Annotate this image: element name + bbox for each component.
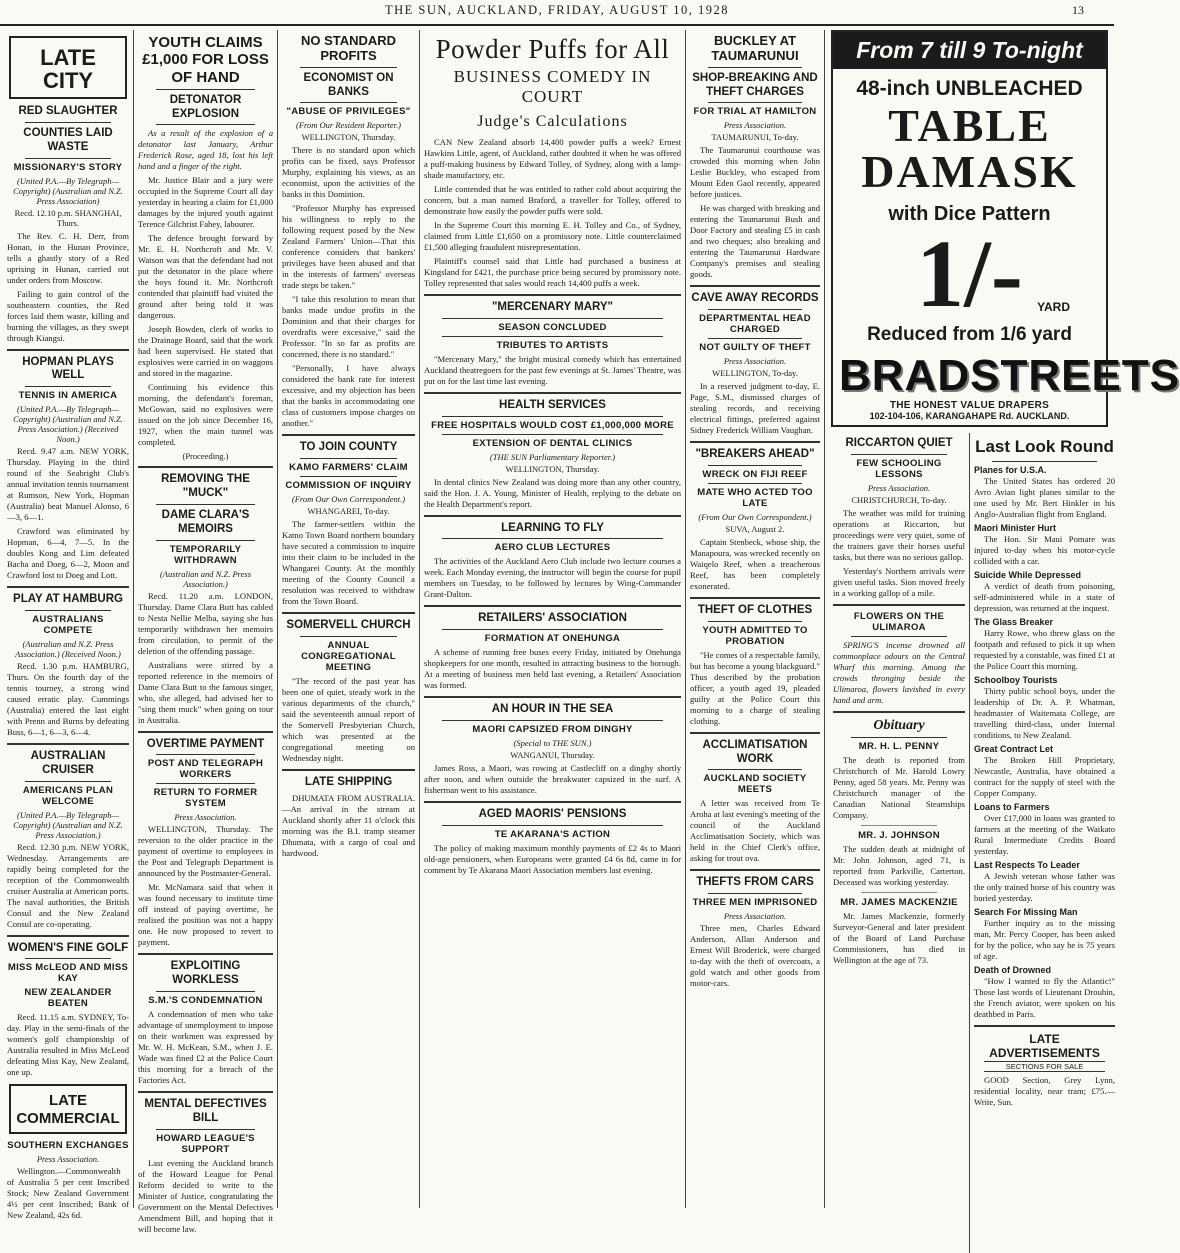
retailers-heading: RETAILERS' ASSOCIATION: [478, 612, 627, 625]
divider: [7, 586, 129, 588]
article-paragraph: Recd. 9.47 a.m. NEW YORK, Thursday. Playing in the third round of the Seabright Club's annual invitation tennis tournament at Rumson, New York, Hopman (Australia) beat Manuel Alonso, 6—3, 6—1.: [7, 446, 129, 523]
byline: Press Association.: [723, 911, 787, 922]
ad-time-banner: From 7 till 9 To-night: [833, 32, 1106, 69]
rule: [156, 754, 255, 755]
news-item-text: Further inquiry as to the missing man, Mr. Percy Cooper, has been asked for by the police, who say he is 75 years of age.: [974, 918, 1115, 961]
news-item-text: Thirty public school boys, under the leadership of Dr. A. P. Whatman, headmaster of Waitemata College, are travelling third-class, under Internal conditions, to New Zealand.: [974, 686, 1115, 740]
article-paragraph: The farmer-settlers within the Kamo Town Board northern boundary have secured a commission to inquire into their claim to be included in the Whangarei County. At the monthly meeting of the County Council a resolution was received to withdraw from the Town Board.: [282, 519, 415, 607]
business-comedy-heading: BUSINESS COMEDY IN COURT: [453, 67, 652, 106]
divider: [424, 392, 681, 394]
article-paragraph: A letter was received from Te Aroha at last evening's meeting of the council of the Auckland Acclimatisation Society, which was held in the Chief Clerk's office, asking for trout ova.: [690, 798, 820, 864]
rule: [25, 958, 111, 959]
article-paragraph: A condemnation of men who take advantage of unemployment to impose on their workmen was expressed by Mr. W. H. McKean, S.M., when J. E. Wade was fined £2 at the Police Court this morning for a breach of the Factories Act.: [138, 1008, 273, 1085]
byline: (From Our Own Correspondent.): [698, 512, 812, 523]
bradstreets-advertisement: [831, 30, 1180, 427]
news-item-text: A verdict of death from poisoning, self-administered while in a state of depression, was returned at the inquest.: [974, 581, 1115, 613]
article-paragraph: James Ross, a Maori, was rowing at Castlecliff on a dinghy shortly after noon, and when outside the breakwater capsized in the surf. A fisherman went to his assistance.: [424, 762, 681, 795]
buckley-heading: BUCKLEY AT TAUMARUNUI: [711, 33, 799, 63]
learning-to-fly-heading: LEARNING TO FLY: [501, 521, 604, 534]
article-paragraph: In a reserved judgment to-day, E. Page, S.M., dismissed charges of stealing records, and receiving electrical fittings, preferred against Sidney Frederick William Vaughan.: [690, 381, 820, 436]
divider: [690, 597, 820, 599]
divider: [690, 441, 820, 443]
article-paragraph: DHUMATA FROM AUSTRALIA.—An arrival in the stream at Auckland shortly after 11 o'clock this morning was the B.I. tramp steamer Dhumata, with a cargo of coal and hardwood.: [282, 792, 415, 858]
sm-condemnation-heading: S.M.'S CONDEMNATION: [148, 994, 263, 1006]
cave-away-heading: CAVE AWAY RECORDS: [691, 292, 819, 305]
ad-pattern: with Dice Pattern: [888, 203, 1051, 225]
late-advertisements-heading: LATE ADVERTISEMENTS: [989, 1032, 1100, 1060]
divider: [424, 696, 681, 698]
rule: [442, 434, 663, 435]
season-concluded-heading: SEASON CONCLUDED: [498, 321, 607, 333]
byline: (United P.A.—By Telegraph—Copyright) (Australian and N.Z. Press Association.): [13, 809, 123, 840]
howard-league-heading: HOWARD LEAGUE'S SUPPORT: [156, 1132, 255, 1155]
health-services-heading: HEALTH SERVICES: [499, 398, 606, 411]
divider: [690, 732, 820, 734]
golf-subheading-2: NEW ZEALANDER BEATEN: [24, 987, 112, 1010]
late-commercial-heading: LATE COMMERCIAL: [16, 1092, 120, 1127]
byline: (Australian and N.Z. Press Association.): [159, 568, 252, 589]
missionary-heading: MISSIONARY'S STORY: [13, 161, 123, 173]
article-paragraph: The Taumarunui courthouse was crowded this morning when John Leslie Buckley, who escaped from Mount Eden Gaol recently, appeared before justices.: [690, 145, 820, 200]
theft-clothes-heading: THEFT OF CLOTHES: [697, 604, 813, 617]
article-paragraph: The Rev. C. H. Derr, from Honan, in the Hunan Province, tells a ghastly story of a Red uprising in Hunan, carried out under orders from Moscow.: [7, 230, 129, 285]
rule: [708, 621, 802, 622]
dateline: WELLINGTON, Thursday.: [301, 132, 396, 143]
rule: [156, 504, 255, 505]
rule: [156, 540, 255, 541]
article-paragraph: A scheme of running free buses every Friday, initiated by Onehunga shopkeepers for one month, resulted in attracting business to the borough. At a meeting of business men held last evening, a Retailers' Association was formed.: [424, 647, 681, 691]
rule: [25, 781, 111, 782]
news-item-heading: Maori Minister Hurt: [974, 523, 1057, 533]
news-item-heading: Schoolboy Tourists: [974, 675, 1058, 685]
rule: [851, 737, 947, 738]
rule: [156, 89, 255, 90]
breakers-ahead-heading: "BREAKERS AHEAD": [695, 448, 815, 461]
rule: [156, 783, 255, 784]
news-item-text: A Jewish veteran whose father was the only trained horse of his country was buried yesterday.: [974, 871, 1115, 903]
late-city-box: [9, 36, 127, 99]
byline: (From Our Own Correspondent.): [291, 494, 406, 505]
article-paragraph: Recd. 11.15 a.m. SYDNEY, To-day. Play in the semi-finals of the women's golf championship of Australia resulted in Miss McLeod defeating Miss Kay, New Zealand, one up.: [7, 1012, 129, 1078]
abuse-heading: "ABUSE OF PRIVILEGES": [286, 106, 411, 118]
rule: [851, 636, 947, 637]
ad-price: 1/-: [916, 220, 1023, 327]
divider: [424, 294, 681, 296]
divider: [138, 953, 273, 955]
article-paragraph: "I take this resolution to mean that banks made undue profits in the Dominion and that their charges for overdrafts were excessive," said the Professor. "In so far as profits are concerned, there is no standard.": [282, 294, 415, 360]
te-akarana-heading: TE AKARANA'S ACTION: [494, 828, 611, 840]
rule: [25, 122, 111, 123]
divider: [424, 515, 681, 517]
divider: [138, 1091, 273, 1093]
article-paragraph: Crawford was eliminated by Hopman, 6—4, 7—5. In the doubles Kong and Lim defeated Bacha and Doeg, 6—2, Moon and Crawford lost to Doeg and Lott.: [7, 526, 129, 581]
divider: [282, 769, 415, 771]
news-item-heading: Great Contract Let: [974, 744, 1054, 754]
dateline: CHRISTCHURCH, To-day.: [851, 494, 947, 505]
divider: [833, 604, 965, 606]
shop-breaking-heading: SHOP-BREAKING AND THEFT CHARGES: [692, 71, 818, 98]
australians-compete-heading: AUSTRALIANS COMPETE: [32, 613, 104, 636]
divider: [7, 743, 129, 745]
clara-heading: DAME CLARA'S MEMOIRS: [161, 508, 250, 535]
red-slaughter-heading: RED SLAUGHTER: [18, 105, 118, 118]
rule: [442, 318, 663, 319]
article-paragraph: Recd. 12.30 p.m. NEW YORK, Wednesday. Arrangements are rapidly being completed for the reception of the Commonwealth cruiser Australia at American ports. The naval authorities, the British Consul and the New Zealand Consul are co-operating.: [7, 841, 129, 929]
rule: [708, 465, 802, 466]
article-paragraph: Three men, Charles Edward Anderson, Allan Anderson and Ernest Will Broderick, were charged to-day with the theft of overcoats, a gold watch and other goods from motor-cars.: [690, 923, 820, 989]
cruiser-heading: AUSTRALIAN CRUISER: [30, 749, 106, 776]
rule: [156, 1129, 255, 1130]
late-city-heading: LATE CITY: [40, 45, 96, 94]
proceeding-note: (Proceeding.): [182, 451, 229, 462]
workless-heading: EXPLOITING WORKLESS: [170, 960, 241, 987]
return-heading: RETURN TO FORMER SYSTEM: [153, 787, 258, 810]
article-paragraph: He was charged with breaking and entering the Taumarunui Bush and Door Factory and stealing £5 in cash and two cheques; also breaking and entering the Taumarunui Hardware Company's premises and stealing goods.: [690, 203, 820, 280]
dateline: WHANGAREI, To-day.: [307, 506, 390, 517]
dateline: WELLINGTON, Thursday.: [505, 463, 600, 474]
johnson-heading: MR. J. JOHNSON: [858, 829, 940, 841]
counties-heading: COUNTIES LAID WASTE: [23, 126, 113, 153]
article-paragraph: SPRING'S incense drowned all commonplace odours on the Central Wharf this morning. Among the crowds thronging beside the Ulimaroa, flowers lavished in every hand and arm.: [833, 639, 965, 705]
rule: [25, 386, 111, 387]
article-paragraph: There is no standard upon which profits can be fixed, says Professor Murphy, explaining his views, as an economist, upon the activities of the banks in this Dominion.: [282, 145, 415, 200]
article-paragraph: WELLINGTON, Thursday. The reversion to the older practice in the payment of overtime to employees in the Post and Telegraph Department is announced by the Postmaster-General.: [138, 824, 273, 879]
news-item-heading: Loans to Farmers: [974, 802, 1050, 812]
wreck-heading: WRECK ON FIJI REEF: [702, 469, 808, 481]
somervell-heading: SOMERVELL CHURCH: [286, 619, 411, 632]
article-lede: As a result of the explosion of a detonator last January, Arthur Frederick Rose, aged 18, lost his left hand and a finger of the right.: [138, 128, 273, 172]
rule: [861, 892, 937, 893]
article-paragraph: In the Supreme Court this morning E. H. Tolley and Co., of Sydney, claimed from Little £1,650 on a promissory note. Little counterclaimed £1,500 alleging fraudulent misrepresentation.: [424, 220, 681, 252]
news-item-heading: Planes for U.S.A.: [974, 465, 1047, 475]
golf-subheading: MISS McLEOD AND MISS KAY: [7, 962, 129, 985]
golf-heading: WOMEN'S FINE GOLF: [7, 941, 129, 954]
article-paragraph: Recd. 1.30 p.m. HAMBURG, Thurs. On the fourth day of the tennis tourney, a strong wind caused erratic play. Cummings (Australia) entered the last eight with Prenn and Burns by defeating Buss, 6—1, 6—3, 6—4.: [7, 660, 129, 737]
ad-slogan: THE HONEST VALUE DRAPERS: [889, 400, 1050, 411]
rule: [851, 454, 947, 455]
divider: [282, 434, 415, 436]
sections-for-sale-heading: SECTIONS FOR SALE: [984, 1061, 1105, 1072]
late-commercial-box: [9, 1084, 127, 1134]
rule: [25, 158, 111, 159]
right-subcolumns: [829, 433, 1115, 1253]
ad-reduced: Reduced from 1/6 yard: [867, 324, 1072, 345]
not-guilty-heading: NOT GUILTY OF THEFT: [699, 342, 811, 354]
byline: (From Our Resident Reporter.): [296, 120, 401, 131]
divider: [7, 349, 129, 351]
article-paragraph: Continuing his evidence this morning, the defendant's foreman, McGowan, said no explosives were issued on the job since December 16, 1927, when the main tunnel was completed.: [138, 382, 273, 448]
mate-heading: MATE WHO ACTED TOO LATE: [697, 487, 813, 510]
overtime-heading: OVERTIME PAYMENT: [146, 737, 265, 750]
obituary-heading: Obituary: [873, 717, 925, 733]
rule: [442, 629, 663, 630]
rule: [442, 538, 663, 539]
article-paragraph: Yesterday's Northern arrivals were given useful tasks. Sion moved freely in a working gallop of a mile.: [833, 565, 965, 598]
southern-exchanges-heading: SOUTHERN EXCHANGES: [7, 1139, 129, 1151]
divider: [424, 801, 681, 803]
news-item-text: The United States has ordered 20 Avro Avian light planes similar to the one used by Mr. Bert Hinkler in his Anglo-Australian flight from England.: [974, 476, 1115, 519]
news-item-heading: The Glass Breaker: [974, 617, 1054, 627]
news-item-text: "How I wanted to fly the Atlantic!" Those last words of Lieutenant Drouhin, the French aviator, were spoken on his deathbed in Paris.: [974, 976, 1115, 1019]
rule: [300, 636, 397, 637]
divider: [138, 731, 273, 733]
rule: [442, 336, 663, 337]
article-paragraph: Mr. McNamara said that when it was found necessary to institute time off instead of paying overtime, he realised the position was not a happy one. He now proposed to revert to payment.: [138, 882, 273, 948]
article-paragraph: Last evening the Auckland branch of the Howard League for Penal Reform decided to write to the Minister of Justice, congratulating the Government on the Mental Defectives Amendment Bill, and hoping that it will become law.: [138, 1157, 273, 1234]
column-riccarton: [829, 433, 969, 1253]
article-paragraph: Wellington.—Commonwealth of Australia 5 per cent Inscribed Stock; New Zealand Government 4½ per cent Inscribed; Bank of New Zealand, 42s 6d.: [7, 1165, 129, 1220]
dateline: WELLINGTON, To-day.: [712, 368, 798, 379]
article-paragraph: "He comes of a respectable family, but has become a young blackguard." Thus described by the probation officer, a youth aged 19, pleaded guilty at the Police Court this morning to a charge of stealing clothing.: [690, 649, 820, 726]
article-paragraph: Joseph Bowden, clerk of works to the Drainage Board, said that the work had been supervised. He stated that explosives were carried in on waggons and stored in the magazine.: [138, 324, 273, 379]
byline: Press Association.: [723, 120, 787, 131]
hopman-heading: HOPMAN PLAYS WELL: [22, 355, 114, 382]
rule: [442, 825, 663, 826]
column-last-look-round: [969, 433, 1119, 1253]
news-item-heading: Death of Drowned: [974, 965, 1052, 975]
rule: [156, 124, 255, 125]
rule: [708, 893, 802, 894]
post-telegraph-heading: POST AND TELEGRAPH WORKERS: [147, 758, 264, 781]
society-heading: AUCKLAND SOCIETY MEETS: [703, 773, 807, 796]
judges-calculations-heading: Judge's Calculations: [477, 113, 628, 130]
article-paragraph: The defence brought forward by Mr. E. H. Northcroft and Mr. V. Watson was that the defendant had not put the detonator in the place where the boys found it. Mr. Northcroft contended that plaintiff had visited the ground after being told it was dangerous.: [138, 233, 273, 321]
article-paragraph: Plaintiff's counsel said that Little had purchased a business at Kingsland for £421, the purchase price being secured by promissory note. Tolley represented that sales would reach 14,400 puffs a week.: [424, 256, 681, 288]
kamo-heading: KAMO FARMERS' CLAIM: [289, 462, 408, 474]
tributes-heading: TRIBUTES TO ARTISTS: [496, 339, 609, 351]
news-item-text: The Broken Hill Proprietary, Newcastle, Australia, have obtained a contract for the supply of steel with the Copper Company.: [974, 755, 1115, 798]
dateline: TAUMARUNUI, To-day.: [711, 132, 799, 143]
article-paragraph: "Professor Murphy has expressed his willingness to reply to the following request posed by the New Zealand Farmers' Union—That this conference considers that bankers' privileges have been abused and that in the interests of farmers' overseas trade steps be taken.": [282, 203, 415, 291]
rule: [861, 825, 937, 826]
article-paragraph: Mr. James Mackenzie, formerly Surveyor-General and later president of the Board of Land Purchase Commissioners, has died in Wellington at the age of 73.: [833, 910, 965, 965]
hamburg-heading: PLAY AT HAMBURG: [13, 593, 123, 606]
aero-club-heading: AERO CLUB LECTURES: [494, 542, 611, 554]
page-number: 13: [1072, 3, 1084, 17]
news-item-text: Harry Rowe, who threw glass on the footpath and refused to pick it up when requested by a constable, was fined £1 at the Police Court this morning.: [974, 628, 1115, 671]
three-men-heading: THREE MEN IMPRISONED: [692, 897, 818, 909]
news-item-heading: Last Respects To Leader: [974, 860, 1080, 870]
divider: [282, 612, 415, 614]
rule: [442, 416, 663, 417]
divider: [690, 869, 820, 871]
rule: [300, 67, 397, 68]
ad-product-line-1: 48-inch UNBLEACHED: [856, 77, 1083, 100]
column-right: [824, 30, 1180, 1208]
byline: Press Association.: [174, 812, 237, 823]
article-paragraph: Recd. 11.20 a.m. LONDON, Thursday. Dame Clara Butt has cabled to Nesta Nellie Melba, saying she has temporarily withdrawn her memoirs from circulation, to permit of the deletion of the offending passage.: [138, 590, 273, 656]
byline: (THE SUN Parliamentary Reporter.): [489, 451, 616, 462]
column-late-city: [3, 30, 133, 1220]
riccarton-heading: RICCARTON QUIET: [845, 437, 953, 449]
divider: [690, 285, 820, 287]
article-paragraph: The death is reported from Christchurch of Mr. Harold Lowry Penny, aged 58 years. Mr. Penny was Christchurch manager of the Canadian National Steamships Company.: [833, 754, 965, 820]
article-paragraph: The weather was mild for training operations at Riccarton, but proceedings were very quiet, some of the trainers gave their horses useful tasks, but there was no serious gallop.: [833, 507, 965, 562]
article-paragraph: "Mercenary Mary," the bright musical comedy which has entertained Auckland theatregoers for the past few evenings at St. James' Theatre, was put on for the last time last evening.: [424, 353, 681, 386]
divider: [833, 711, 965, 713]
news-item-heading: Suicide While Depressed: [974, 570, 1082, 580]
rule: [300, 476, 397, 477]
congregational-heading: ANNUAL CONGREGATIONAL MEETING: [301, 640, 396, 674]
flowers-heading: FLOWERS ON THE ULIMAROA: [853, 610, 945, 633]
byline: (Special to THE SUN.): [513, 737, 592, 748]
dental-clinics-heading: EXTENSION OF DENTAL CLINICS: [472, 437, 633, 449]
shipping-heading: LATE SHIPPING: [304, 776, 393, 789]
byline: Press Association.: [723, 356, 787, 367]
probation-heading: YOUTH ADMITTED TO PROBATION: [702, 624, 808, 647]
rule: [708, 309, 802, 310]
article-paragraph: The policy of making maximum monthly payments of £2 4s to Maori old-age pensioners, when Europeans were granted £4 6s 8d, came in for comment by Te Akarana Maori Association members last evening.: [424, 842, 681, 875]
detonator-heading: DETONATOR EXPLOSION: [169, 93, 242, 120]
byline: (United P.A.—By Telegraph—Copyright) (Australian and N.Z. Press Association): [13, 175, 123, 206]
divider: [974, 1025, 1115, 1027]
withdrawn-heading: TEMPORARILY WITHDRAWN: [169, 543, 242, 566]
dateline: Recd. 12.10 p.m. SHANGHAI, Thurs.: [14, 207, 122, 228]
rule: [156, 991, 255, 992]
trial-heading: FOR TRIAL AT HAMILTON: [693, 106, 817, 118]
schooling-heading: FEW SCHOOLING LESSONS: [856, 457, 942, 480]
byline: (United P.A.—By Telegraph—Copyright) (Australian and N.Z. Press Association.) (Received Noon.): [13, 404, 123, 445]
divider: [424, 605, 681, 607]
department-head-heading: DEPARTMENTAL HEAD CHARGED: [699, 313, 811, 336]
rule: [708, 338, 802, 339]
powder-puffs-heading: Powder Puffs for All: [435, 34, 670, 64]
byline: Press Association.: [867, 482, 931, 493]
divider: [138, 466, 273, 468]
muck-heading: REMOVING THE "MUCK": [161, 473, 250, 500]
rule: [992, 461, 1097, 462]
ad-brand-logo: BRADSTREETS: [839, 351, 1180, 400]
thefts-cars-heading: THEFTS FROM CARS: [696, 876, 814, 889]
column-buckley: [685, 30, 824, 1208]
divider: [7, 935, 129, 937]
ad-product-line-2: TABLE DAMASK: [861, 100, 1078, 197]
article-lede: CAN New Zealand absorb 14,400 powder puffs a week? Ernest Hawkins Little, agent, of Auckland, rather doubted it when he was offered a puff-making business by Edward Tolley, of Sydney, along with a lamp-shade manufactory, etc.: [424, 137, 681, 180]
rule: [442, 720, 663, 721]
article-paragraph: Australians were stirred by a reported reference in the memoirs of Dame Clara Butt to the famous singer, who, she alleged, had advised her to "sing them muck" when going on tour in Australia.: [138, 659, 273, 725]
article-paragraph: "Personally, I have always considered the bank rate for interest excessive, and my objection has been that the banks in accommodating one class of customers impose charges on another.": [282, 363, 415, 429]
standard-profits-heading: NO STANDARD PROFITS: [300, 33, 397, 63]
pensions-heading: AGED MAORIS' PENSIONS: [478, 807, 627, 820]
acclimatisation-heading: ACCLIMATISATION WORK: [702, 738, 808, 765]
hour-in-sea-heading: AN HOUR IN THE SEA: [491, 703, 614, 716]
mental-defectives-heading: MENTAL DEFECTIVES BILL: [144, 1097, 267, 1124]
masthead: [0, 0, 1114, 26]
youth-claims-heading: YOUTH CLAIMS £1,000 FOR LOSS OF HAND: [142, 34, 269, 86]
dateline: SUVA, August 2.: [725, 524, 785, 535]
rule: [25, 610, 111, 611]
article-paragraph: In dental clinics New Zealand was doing more than any other country, said the Hon. J. A. Young, Minister of Health, replying to the debate on the Health Department's report.: [424, 476, 681, 509]
mackenzie-heading: MR. JAMES MACKENZIE: [840, 896, 958, 908]
article-paragraph: The activities of the Auckland Aero Club include two lecture courses a week. Each Monday evening, the instructor will begin the course for pupil members on Tuesday, to be followed by lectures by Wing-Commander Grant-Dalton.: [424, 556, 681, 600]
rule: [708, 769, 802, 770]
byline: (Australian and N.Z. Press Association.) (Received Noon.): [15, 638, 121, 659]
classified-ad-text: GOOD Section, Grey Lynn, residential locality, near tram; £75.—Write, Sun.: [974, 1075, 1115, 1107]
article-paragraph: "The record of the past year has been one of quiet, steady work in the various departments of the church," said the seventeenth annual report of the Somervell Presbyterian Church, which was presented at the congregational meeting on Wednesday night.: [282, 676, 415, 764]
mercenary-mary-heading: "MERCENARY MARY": [491, 301, 613, 313]
rule: [708, 102, 802, 103]
article-paragraph: The sudden death at midnight of Mr. John Johnson, aged 71, is reported from Parkville, Carterton. Deceased was working yesterday.: [833, 843, 965, 887]
column-standard-profits: [277, 30, 419, 1208]
tennis-heading: TENNIS IN AMERICA: [18, 390, 118, 402]
rule: [708, 483, 802, 484]
dateline: WANGANUI, Thursday.: [510, 749, 595, 760]
rule: [300, 458, 397, 459]
rule: [300, 102, 397, 103]
byline: Press Association.: [36, 1153, 100, 1164]
masthead-title: THE SUN, AUCKLAND, FRIDAY, AUGUST 10, 1928: [384, 3, 730, 17]
penny-heading: MR. H. L. PENNY: [858, 740, 940, 752]
article-paragraph: Mr. Justice Blair and a jury were occupied in the Supreme Court all day yesterday in hearing a claim for £1,000 damages by the injured youth against Terence Gilchrist Fahey, labourer.: [138, 175, 273, 230]
free-hospitals-heading: FREE HOSPITALS WOULD COST £1,000,000 MORE: [431, 419, 674, 431]
onehunga-heading: FORMATION AT ONEHUNGA: [484, 633, 621, 645]
rule: [708, 67, 802, 68]
column-youth-claims: [133, 30, 277, 1234]
welcome-heading: AMERICANS PLAN WELCOME: [22, 784, 114, 807]
news-item-text: Over £17,000 in loans was granted to farmers at the meeting of the Waikato Rural Intermediate Credits Board yesterday.: [974, 813, 1115, 856]
economist-heading: ECONOMIST ON BANKS: [303, 71, 394, 98]
ad-unit: YARD: [1037, 300, 1070, 314]
article-paragraph: Failing to gain control of the southeastern counties, the Red forces laid them waste, killing and burning the villages, as they swept through Kiangsi.: [7, 288, 129, 343]
last-look-round-heading: Last Look Round: [975, 437, 1114, 456]
news-item-text: The Hon. Sir Maui Pomare was injured to-day when his motor-cycle collided with a car.: [974, 534, 1115, 566]
ad-price-row: [839, 220, 1100, 327]
column-powder-puffs: [419, 30, 685, 1208]
ad-address: 102-104-106, KARANGAHAPE Rd. AUCKLAND.: [869, 411, 1070, 421]
article-paragraph: Little contended that he was entitled to rather cold about acquiring the concern, but a man named Braford, a traveller for Tolley, offered to demonstrate how easily the powder puffs were sold.: [424, 184, 681, 216]
join-county-heading: TO JOIN COUNTY: [299, 441, 398, 454]
maori-capsized-heading: MAORI CAPSIZED FROM DINGHY: [472, 723, 633, 735]
news-item-heading: Search For Missing Man: [974, 907, 1078, 917]
inquiry-heading: COMMISSION OF INQUIRY: [285, 480, 412, 492]
article-paragraph: Captain Stenbeck, whose ship, the Manapoura, was wrecked recently on Waiqelo Reef, when a treacherous Reef, has been completely exonerated.: [690, 537, 820, 592]
